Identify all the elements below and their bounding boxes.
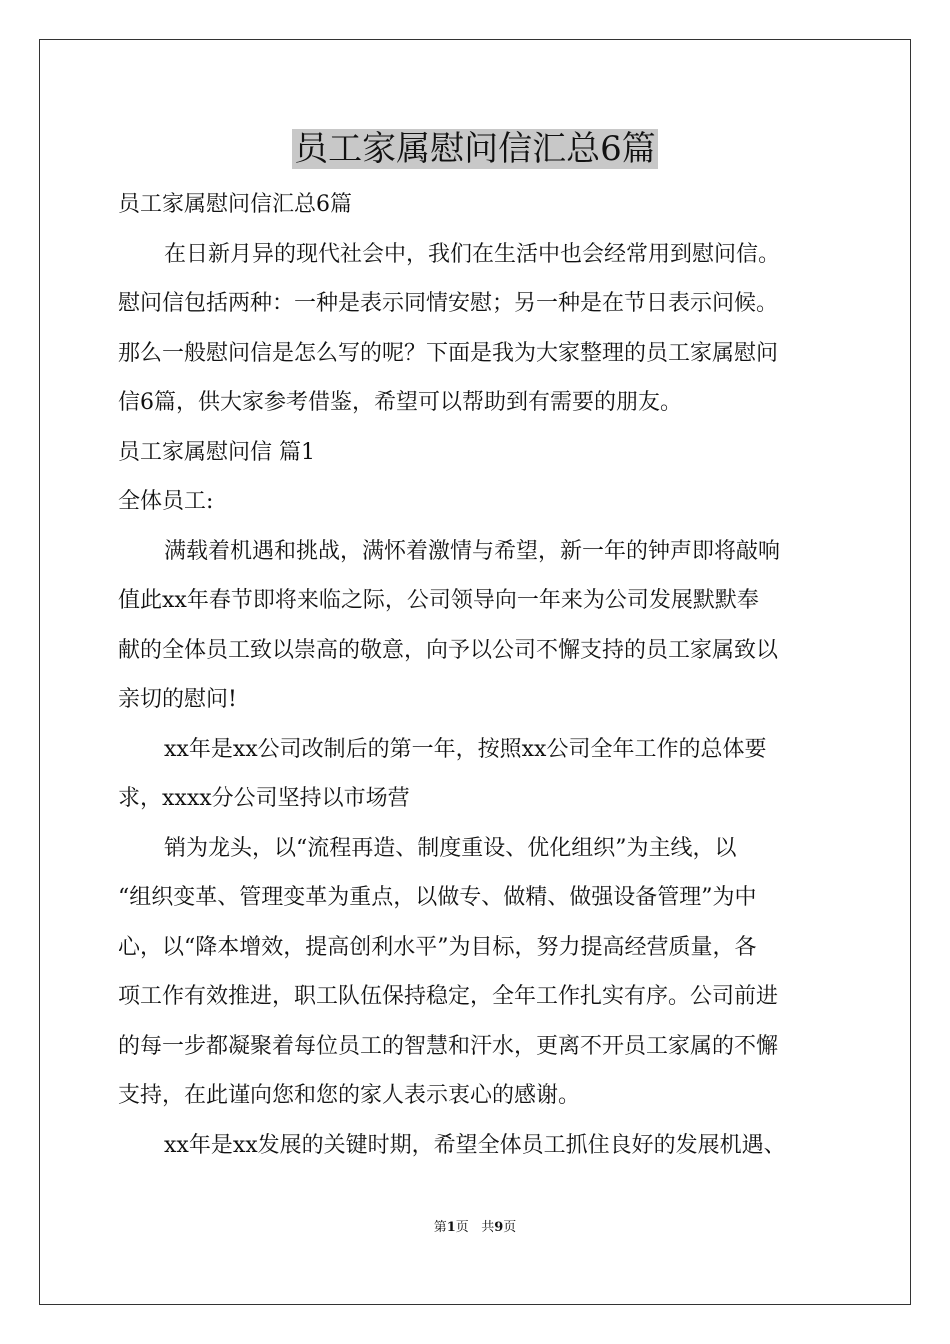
text-line: 支持，在此谨向您和您的家人表示衷心的感谢。 (118, 1083, 581, 1108)
document-body (118, 180, 834, 1170)
text-line: 员工家属慰问信汇总6篇 (118, 192, 352, 217)
text-line: 心，以“降本增效，提高创利水平”为目标，努力提高经营质量，各 (118, 934, 757, 960)
text-line: 值此xx年春节即将来临之际，公司领导向一年来为公司发展默默奉 (118, 588, 759, 613)
text-line: xx年是xx发展的关键时期，希望全体员工抓住良好的发展机遇、 (164, 1132, 786, 1158)
text-line: 慰问信包括两种：一种是表示同情安慰；另一种是在节日表示问候。 (118, 291, 779, 316)
text-line: 全体员工: (118, 489, 214, 514)
document-title-text: 员工家属慰问信汇总6篇 (294, 129, 656, 169)
text-line: 在日新月异的现代社会中，我们在生活中也会经常用到慰问信。 (164, 241, 781, 267)
text-line: “组织变革、管理变革为重点，以做专、做精、做强设备管理”为中 (118, 885, 757, 910)
text-line: 献的全体员工致以崇高的敬意，向予以公司不懈支持的员工家属致以 (118, 637, 779, 663)
text-line: 销为龙头，以“流程再造、制度重设、优化组织”为主线，以 (164, 835, 737, 861)
text-line: 的每一步都凝聚着每位员工的智慧和汗水，更离不开员工家属的不懈 (118, 1033, 779, 1059)
text-line: 亲切的慰问! (118, 687, 237, 712)
page-prefix: 第 (433, 1220, 447, 1235)
text-line: 员工家属慰问信 篇1 (118, 439, 315, 465)
total-prefix: 共 (481, 1220, 495, 1235)
total-suffix: 页 (503, 1220, 517, 1235)
page-current: 1 (446, 1220, 456, 1235)
page-suffix: 页 (455, 1220, 469, 1235)
text-line: 求，xxxx分公司坚持以市场营 (118, 786, 410, 811)
page-footer (0, 1219, 950, 1237)
text-line: xx年是xx公司改制后的第一年，按照xx公司全年工作的总体要 (164, 736, 767, 762)
text-line: 满载着机遇和挑战，满怀着激情与希望，新一年的钟声即将敲响 (164, 538, 781, 564)
text-line: 信6篇，供大家参考借鉴，希望可以帮助到有需要的朋友。 (118, 390, 682, 415)
document-title (0, 126, 950, 172)
page-total: 9 (494, 1220, 504, 1235)
text-line: 那么一般慰问信是怎么写的呢？下面是我为大家整理的员工家属慰问 (118, 340, 779, 366)
text-line: 项工作有效推进，职工队伍保持稳定，全年工作扎实有序。公司前进 (118, 984, 779, 1009)
